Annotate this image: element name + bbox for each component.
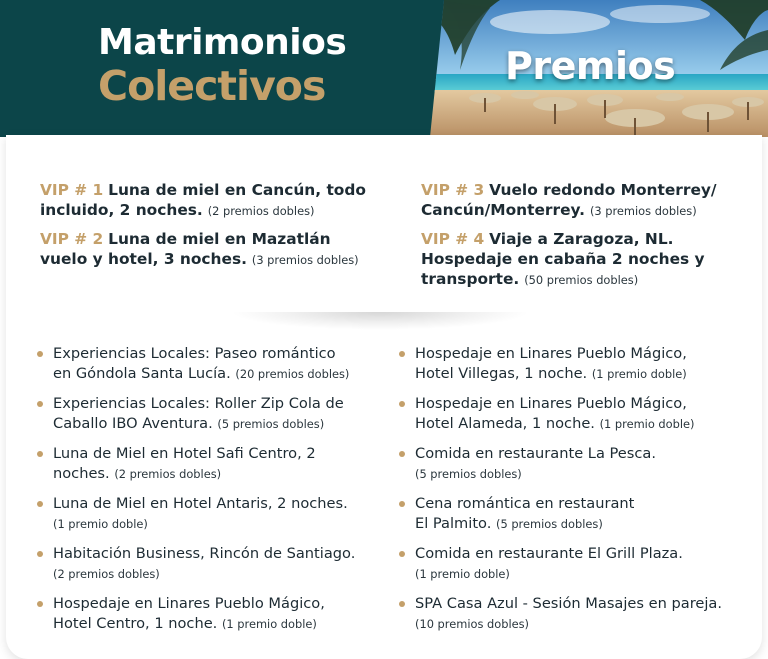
prize-text: Habitación Business, Rincón de Santiago. (53, 545, 356, 562)
vip-prize-4 (421, 229, 705, 290)
prize-note: (2 premios dobles) (53, 567, 160, 581)
prize-note: (2 premios dobles) (114, 467, 222, 481)
vip-tag: VIP # 1 (40, 181, 104, 199)
bullet-dot-icon (37, 451, 43, 457)
title-line-2: Colectivos (98, 62, 326, 110)
prize-note: (5 premios dobles) (496, 517, 603, 531)
bullet-dot-icon (399, 401, 405, 407)
vip-text: Luna de miel en Cancún, todo (108, 181, 366, 199)
bullet-dot-icon (399, 501, 405, 507)
prize-text: Experiencias Locales: Paseo romántico (53, 345, 336, 362)
prize-text: en Góndola Santa Lucía. (53, 365, 231, 382)
bullet-dot-icon (37, 551, 43, 557)
vip-text: incluido, 2 noches. (40, 201, 203, 219)
prize-note: (1 premio doble) (415, 567, 510, 581)
list-item (398, 494, 758, 534)
vip-note: (3 premios dobles) (251, 253, 359, 267)
list-item (36, 594, 386, 634)
list-item (36, 444, 386, 484)
section-divider (230, 312, 530, 330)
bullet-dot-icon (399, 551, 405, 557)
prize-note: (5 premios dobles) (415, 467, 522, 481)
prize-text: Luna de Miel en Hotel Antaris, 2 noches. (53, 495, 348, 512)
bullet-dot-icon (37, 401, 43, 407)
bullet-dot-icon (37, 351, 43, 357)
prize-text: El Palmito. (415, 515, 492, 532)
bullet-dot-icon (399, 601, 405, 607)
vip-text: transporte. (421, 270, 520, 288)
title-line-1: Matrimonios (98, 22, 347, 63)
vip-text: vuelo y hotel, 3 noches. (40, 250, 247, 268)
prize-text: Hotel Alameda, 1 noche. (415, 415, 595, 432)
header-banner (0, 0, 768, 137)
prize-note: (1 premio doble) (591, 367, 687, 381)
prize-note: (1 premio doble) (53, 517, 148, 531)
list-item (398, 394, 758, 434)
prize-text: Hotel Villegas, 1 noche. (415, 365, 588, 382)
prize-text: Experiencias Locales: Roller Zip Cola de (53, 395, 344, 412)
vip-text: Cancún/Monterrey. (421, 201, 586, 219)
bullet-dot-icon (37, 601, 43, 607)
prize-text: SPA Casa Azul - Sesión Masajes en pareja. (415, 595, 723, 612)
vip-tag: VIP # 4 (421, 230, 485, 248)
prize-text: Hospedaje en Linares Pueblo Mágico, (415, 345, 687, 362)
bullet-dot-icon (399, 451, 405, 457)
bullet-dot-icon (399, 351, 405, 357)
list-item (398, 544, 758, 584)
prize-text: Comida en restaurante El Grill Plaza. (415, 545, 683, 562)
prize-note: (10 premios dobles) (415, 617, 529, 631)
vip-note: (50 premios dobles) (524, 273, 639, 287)
prize-note: (5 premios dobles) (217, 417, 325, 431)
prize-text: noches. (53, 465, 110, 482)
prize-text: Hospedaje en Linares Pueblo Mágico, (53, 595, 325, 612)
vip-text: Vuelo redondo Monterrey/ (489, 181, 717, 199)
vip-prize-1 (40, 180, 366, 221)
vip-tag: VIP # 2 (40, 230, 104, 248)
prize-note: (1 premio doble) (599, 417, 695, 431)
vip-note: (3 premios dobles) (589, 204, 697, 218)
prize-text: Luna de Miel en Hotel Safi Centro, 2 (53, 445, 316, 462)
prize-text: Caballo IBO Aventura. (53, 415, 213, 432)
vip-prize-2 (40, 229, 359, 270)
prize-note: (1 premio doble) (221, 617, 317, 631)
prize-text: Cena romántica en restaurant (415, 495, 635, 512)
list-item (36, 344, 386, 384)
list-item (398, 594, 758, 634)
bullet-dot-icon (37, 501, 43, 507)
list-item (36, 394, 386, 434)
vip-text: Hospedaje en cabaña 2 noches y (421, 250, 705, 268)
list-item (398, 444, 758, 484)
prize-text: Hotel Centro, 1 noche. (53, 615, 218, 632)
prize-text: Hospedaje en Linares Pueblo Mágico, (415, 395, 687, 412)
vip-text: Viaje a Zaragoza, NL. (489, 230, 674, 248)
vip-prize-3 (421, 180, 717, 221)
premios-label: Premios (505, 44, 676, 88)
list-item (36, 544, 386, 584)
prize-note: (20 premios dobles) (235, 367, 350, 381)
vip-note: (2 premios dobles) (207, 204, 315, 218)
vip-text: Luna de miel en Mazatlán (108, 230, 331, 248)
prize-list-left (36, 344, 386, 634)
list-item (398, 344, 758, 384)
list-item (36, 494, 386, 534)
prize-text: Comida en restaurante La Pesca. (415, 445, 656, 462)
vip-tag: VIP # 3 (421, 181, 485, 199)
prize-list-right (398, 344, 758, 634)
